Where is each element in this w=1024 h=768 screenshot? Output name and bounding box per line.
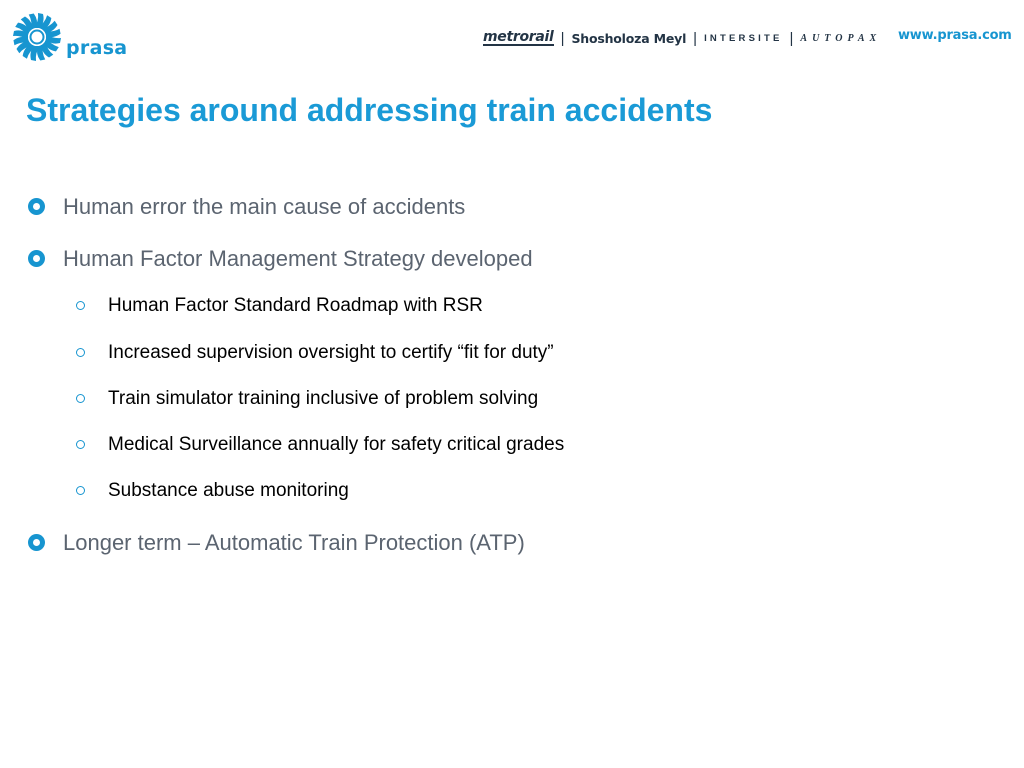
- brand-shosholoza-meyl: Shosholoza Meyl: [571, 30, 687, 46]
- website-link[interactable]: www.prasa.com: [898, 28, 1012, 43]
- sub-list-item-text: Train simulator training inclusive of problem solving: [108, 388, 539, 409]
- prasa-rotor-logo-icon: [12, 12, 62, 62]
- hollow-circle-bullet-icon: [76, 301, 85, 310]
- hollow-circle-bullet-icon: [76, 440, 85, 449]
- filled-ring-bullet-icon: [28, 198, 45, 215]
- sub-list-item-text: Human Factor Standard Roadmap with RSR: [108, 295, 483, 316]
- filled-ring-bullet-icon: [28, 250, 45, 267]
- brand-separator: |: [693, 29, 698, 47]
- list-item-text: Human error the main cause of accidents: [63, 194, 466, 219]
- logo-text: prasa: [66, 37, 128, 59]
- hollow-circle-bullet-icon: [76, 486, 85, 495]
- sub-list-item-text: Substance abuse monitoring: [108, 480, 349, 501]
- sub-list-item-text: Medical Surveillance annually for safety critical grades: [108, 434, 565, 455]
- brand-separator: |: [560, 29, 565, 47]
- brand-metrorail: metrorail: [483, 29, 554, 45]
- brand-autopax: AUTOPAX: [800, 32, 882, 44]
- brand-intersite: INTERSITE: [704, 32, 783, 44]
- brand-separator: |: [789, 29, 794, 47]
- slide-title: Strategies around addressing train accidents: [26, 92, 713, 128]
- hollow-circle-bullet-icon: [76, 348, 85, 357]
- sub-list-item-text: Increased supervision oversight to certify “fit for duty”: [108, 342, 554, 363]
- brand-strip: [483, 29, 881, 47]
- slide-header: [0, 0, 1024, 80]
- filled-ring-bullet-icon: [28, 534, 45, 551]
- list-item-text: Human Factor Management Strategy developed: [63, 246, 533, 271]
- prasa-logo: [12, 12, 128, 64]
- hollow-circle-bullet-icon: [76, 394, 85, 403]
- list-item-text: Longer term – Automatic Train Protection (ATP): [63, 530, 525, 555]
